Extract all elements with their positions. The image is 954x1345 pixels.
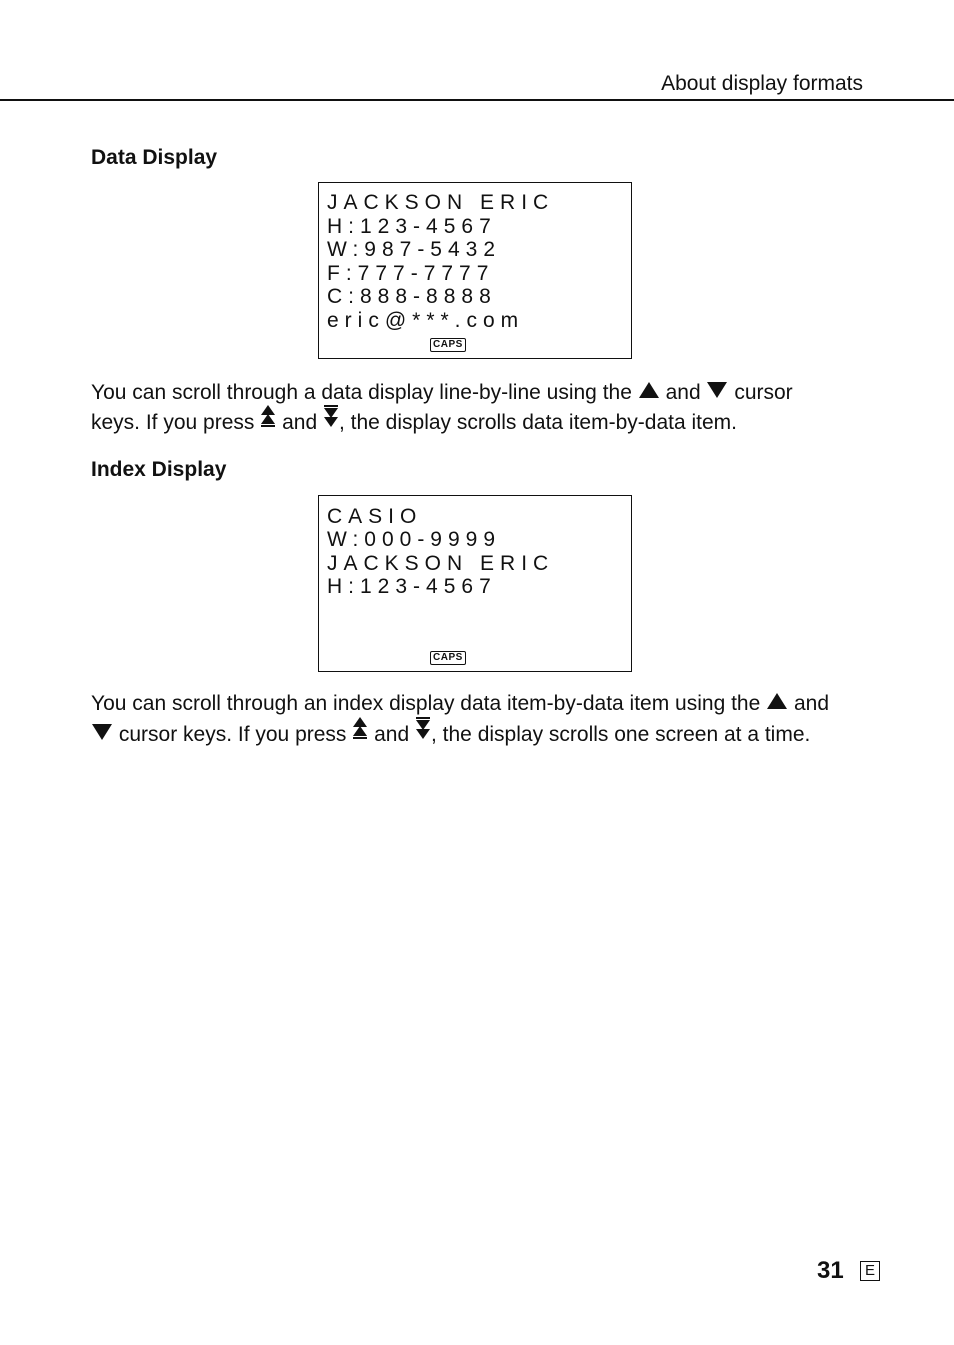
text: You can scroll through an index display data item-by-data item using the [91,692,761,715]
page-header-title: About display formats [661,72,863,95]
screen-line: H:123-4567 [327,575,497,598]
screen-line: CASIO [327,505,423,528]
index-display-paragraph-line-2 [91,717,871,748]
text: keys. If you press [91,411,255,434]
page-number: 31 [817,1257,844,1284]
index-display-screen [318,495,632,672]
index-display-paragraph-line-1 [91,691,871,717]
text: and [282,411,318,434]
screen-line: eric@***.com [327,309,525,332]
caps-indicator: CAPS [430,651,466,665]
text: and [374,723,410,746]
screen-line: H:123-4567 [327,215,497,238]
double-triangle-down-icon [415,717,431,741]
data-display-paragraph-line-2 [91,405,871,436]
data-display-screen [318,182,632,359]
double-triangle-down-icon [323,405,339,429]
triangle-down-icon [91,723,113,741]
text: cursor [734,381,793,404]
triangle-up-icon [638,381,660,399]
caps-indicator: CAPS [430,338,466,352]
text: You can scroll through a data display line-by-line using the [91,381,632,404]
data-display-paragraph-line-1 [91,380,871,406]
text: cursor keys. If you press [118,723,347,746]
text: , the display scrolls one screen at a time. [431,723,811,746]
index-display-heading: Index Display [91,458,227,481]
triangle-up-icon [766,692,788,710]
screen-line: W:000-9999 [327,528,502,551]
text: and [665,381,701,404]
text: , the display scrolls data item-by-data item. [338,411,737,434]
text: and [793,692,830,715]
double-triangle-up-icon [352,717,368,741]
data-display-heading: Data Display [91,146,218,169]
double-triangle-up-icon [260,405,276,429]
language-mark: E [860,1261,880,1281]
screen-line: JACKSON ERIC [327,191,555,214]
screen-line: JACKSON ERIC [327,552,555,575]
triangle-down-icon [706,381,728,399]
screen-line: W:987-5432 [327,238,502,261]
header-rule [0,99,954,101]
screen-line: C:888-8888 [327,285,497,308]
screen-line: F:777-7777 [327,262,495,285]
